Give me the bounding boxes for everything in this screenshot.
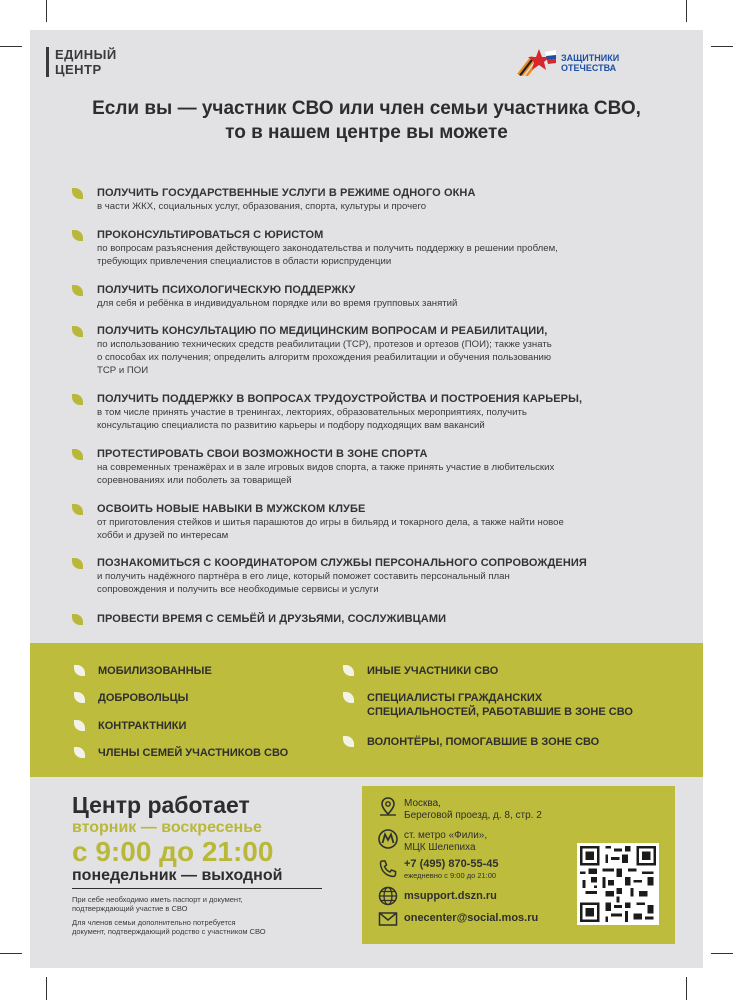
crop-mark [686,977,687,1000]
service-desc: хобби и друзей по интересам [97,530,229,541]
service-desc: на современных тренажёрах и в зале игровых видов спорта, а также принять участие в любительских [97,462,555,473]
zashchitniki-otechestva-logo [515,47,619,79]
category-label: ИНЫЕ УЧАСТНИКИ СВО [367,665,499,677]
metro-line: ст. метро «Фили», [404,830,488,841]
logo-line: ОТЕЧЕСТВА [561,63,617,73]
category-item [98,746,288,760]
category-item [367,735,599,749]
category-item [98,719,186,733]
leaf-bullet-icon [72,326,83,337]
qr-code[interactable] [577,843,659,925]
service-desc: в том числе принять участие в тренингах, лекториях, образовательных мероприятиях, получить [97,407,527,418]
leaf-bullet-icon [72,394,83,405]
schedule-hours: с 9:00 до 21:00 [72,836,274,867]
ribbon-star-icon [515,48,557,78]
list-item [72,283,672,310]
category-label: КОНТРАКТНИКИ [98,720,187,732]
service-desc: соревнованиях или поболеть за товарищей [97,475,292,486]
schedule-note: подтверждающий участие в СВО [72,904,188,913]
crop-mark [711,46,733,47]
list-item [72,324,672,377]
category-label: ЧЛЕНЫ СЕМЕЙ УЧАСТНИКОВ СВО [98,747,289,759]
email-link[interactable]: onecenter@social.mos.ru [404,912,539,924]
list-item [72,447,672,487]
list-item [72,186,672,213]
address-line: Москва, [404,798,441,809]
logo-line: ЕДИНЫЙ [55,47,117,62]
metro-icon [377,828,399,850]
list-item [72,228,672,268]
logo-line: ЗАЩИТНИКИ [561,53,620,63]
schedule-note: При себе необходимо иметь паспорт и документ, [72,895,243,904]
phone-block [404,858,498,880]
crop-mark [46,0,47,22]
list-item [72,556,672,596]
service-desc: для себя и ребёнка в индивидуальном порядке или во время групповых занятий [97,298,458,309]
schedule-days: вторник — воскресенье [72,819,262,836]
leaf-bullet-icon [72,230,83,241]
list-item [72,612,672,626]
service-desc: по вопросам разъяснения действующего законодательства и получить поддержку в решении проблем, [97,243,558,254]
leaf-bullet-icon [72,449,83,460]
service-title: ОСВОИТЬ НОВЫЕ НАВЫКИ В МУЖСКОМ КЛУБЕ [97,503,366,515]
crop-mark [711,953,733,954]
service-title: ПОЛУЧИТЬ ГОСУДАРСТВЕННЫЕ УСЛУГИ В РЕЖИМЕ ОДНОГО ОКНА [97,187,476,199]
service-title: ПОЗНАКОМИТЬСЯ С КООРДИНАТОРОМ СЛУЖБЫ ПЕРСОНАЛЬНОГО СОПРОВОЖДЕНИЯ [97,557,587,569]
globe-icon [377,885,399,907]
category-label: СПЕЦИАЛЬНОСТЕЙ, РАБОТАВШИЕ В ЗОНЕ СВО [367,706,633,718]
list-item [72,502,672,542]
service-title: ПРОВЕСТИ ВРЕМЯ С СЕМЬЁЙ И ДРУЗЬЯМИ, СОСЛУЖИВЦАМИ [97,613,447,625]
address-line: Береговой проезд, д. 8, стр. 2 [404,810,542,821]
logo-line: ЦЕНТР [55,62,102,77]
leaf-bullet-icon [72,614,83,625]
crop-mark [0,953,22,954]
page-headline [30,97,703,145]
service-desc: сопровождения и получить все необходимые сервисы и услуги [97,584,379,595]
category-item [367,691,633,719]
phone-icon [377,858,399,880]
service-desc: в части ЖКХ, социальных услуг, образования, спорта, культуры и прочего [97,201,427,212]
schedule-note: документ, подтверждающий родство с участником СВО [72,927,266,936]
schedule-title: Центр работает [72,792,250,818]
service-desc: о способах их получения; определить алгоритм прохождения реабилитации и обучения пользованию [97,352,552,363]
headline-line: Если вы — участник СВО или член семьи участника СВО, [92,98,641,119]
service-title: ПРОКОНСУЛЬТИРОВАТЬСЯ С ЮРИСТОМ [97,229,324,241]
location-pin-icon [377,796,399,818]
category-label: МОБИЛИЗОВАННЫЕ [98,665,212,677]
address-text [404,798,542,822]
service-title: ПОЛУЧИТЬ ПСИХОЛОГИЧЕСКУЮ ПОДДЕРЖКУ [97,284,356,296]
category-item [98,691,188,705]
leaf-bullet-icon [72,285,83,296]
category-label: СПЕЦИАЛИСТЫ ГРАЖДАНСКИХ [367,692,543,704]
list-item [72,392,672,432]
service-title: ПОЛУЧИТЬ КОНСУЛЬТАЦИЮ ПО МЕДИЦИНСКИМ ВОПРОСАМ И РЕАБИЛИТАЦИИ, [97,325,548,337]
schedule-dayoff: понедельник — выходной [72,867,322,889]
service-desc: ТСР и ПОИ [97,365,149,376]
schedule-note: Для членов семьи дополнительно потребуется [72,918,236,927]
leaf-bullet-icon [72,558,83,569]
service-desc: требующих привлечения специалистов в области юриспруденции [97,256,392,267]
category-item [98,664,212,678]
envelope-icon [377,908,399,930]
service-desc: по использованию технических средств реабилитации (ТСР), протезов и ортезов (ПОИ); также узнать [97,339,552,350]
category-label: ВОЛОНТЁРЫ, ПОМОГАВШИЕ В ЗОНЕ СВО [367,736,600,748]
website-link[interactable]: msupport.dszn.ru [404,890,497,902]
schedule-block [72,792,322,936]
service-desc: от приготовления стейков и шитья парашютов до игры в бильярд и токарного дела, а также найти новое [97,517,564,528]
category-label: ДОБРОВОЛЬЦЫ [98,692,189,704]
category-item [367,664,498,678]
crop-mark [0,46,22,47]
edinyi-centr-logo [46,47,117,77]
contacts-panel [362,786,675,944]
leaf-bullet-icon [72,188,83,199]
leaf-bullet-icon [72,504,83,515]
metro-line: МЦК Шелепиха [404,842,476,853]
headline-line: то в нашем центре вы можете [225,122,508,143]
phone-hours: ежедневно с 9:00 до 21:00 [404,871,497,880]
service-title: ПРОТЕСТИРОВАТЬ СВОИ ВОЗМОЖНОСТИ В ЗОНЕ СПОРТА [97,448,428,460]
service-title: ПОЛУЧИТЬ ПОДДЕРЖКУ В ВОПРОСАХ ТРУДОУСТРОЙСТВА И ПОСТРОЕНИЯ КАРЬЕРЫ, [97,393,583,405]
metro-text [404,830,487,854]
crop-mark [46,977,47,1000]
phone-number[interactable]: +7 (495) 870-55-45 [404,858,499,870]
crop-mark [686,0,687,22]
service-desc: консультацию специалиста по развитию карьеры и подбору подходящих вам вакансий [97,420,485,431]
service-desc: и получить надёжного партнёра в его лице, который поможет составить персональный план [97,571,510,582]
